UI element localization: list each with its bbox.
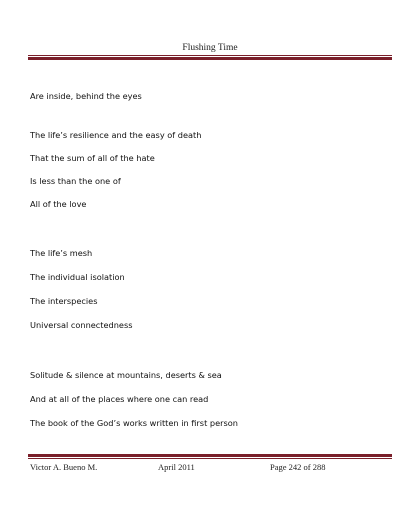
poem-line: Are inside, behind the eyes: [30, 91, 142, 101]
poem-line: Is less than the one of: [30, 176, 121, 186]
footer-rule-thin: [28, 458, 392, 459]
footer-rule-thick: [28, 454, 392, 457]
footer-author: Victor A. Bueno M.: [30, 462, 98, 472]
footer-page-number: Page 242 of 288: [270, 462, 326, 472]
page-header-title: Flushing Time: [182, 43, 238, 53]
poem-line: Universal connectedness: [30, 320, 133, 330]
poem-line: Solitude & silence at mountains, deserts & sea: [30, 370, 222, 380]
footer-date: April 2011: [158, 462, 195, 472]
poem-line: The interspecies: [30, 296, 98, 306]
poem-line: All of the love: [30, 199, 87, 209]
header-rule-thick: [28, 57, 392, 60]
header-rule-thin: [28, 55, 392, 56]
poem-line: That the sum of all of the hate: [30, 153, 155, 163]
poem-line: And at all of the places where one can read: [30, 394, 209, 404]
poem-line: The book of the God’s works written in first person: [30, 418, 238, 428]
poem-line: The life’s resilience and the easy of death: [30, 130, 202, 140]
poem-line: The individual isolation: [30, 272, 125, 282]
poem-line: The life’s mesh: [30, 248, 93, 258]
